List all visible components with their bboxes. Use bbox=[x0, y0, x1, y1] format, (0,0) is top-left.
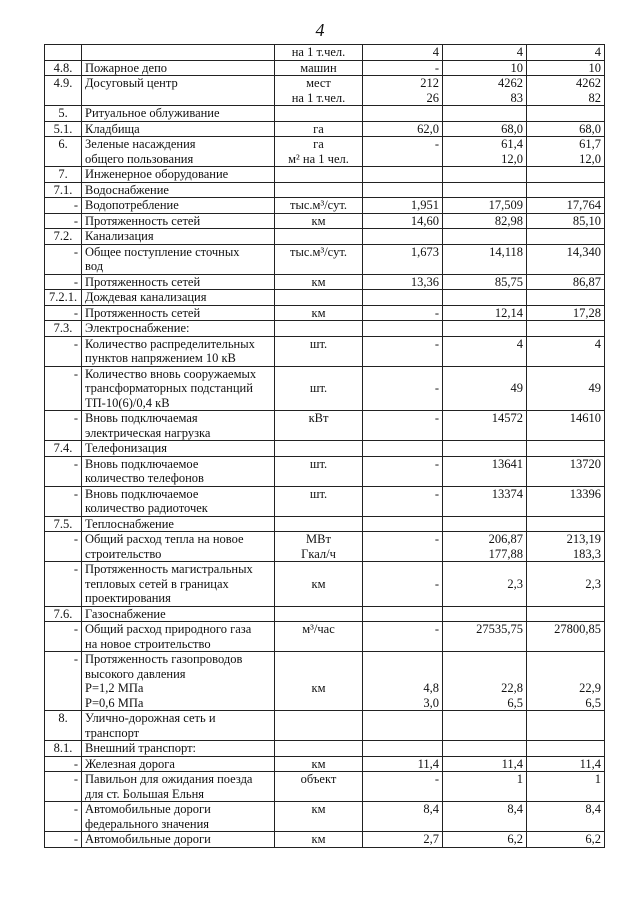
table-row bbox=[45, 321, 605, 337]
row-value-estimate bbox=[527, 711, 605, 741]
row-value-estimate: 17,28 bbox=[527, 305, 605, 321]
row-unit: машин bbox=[275, 60, 363, 76]
table-row bbox=[45, 106, 605, 122]
row-number: - bbox=[45, 772, 82, 802]
table-row bbox=[45, 290, 605, 306]
row-value-estimate bbox=[527, 321, 605, 337]
table-row bbox=[45, 366, 605, 411]
row-value-existing: 62,0 bbox=[363, 121, 443, 137]
row-unit: мест на 1 т.чел. bbox=[275, 76, 363, 106]
row-value-existing: - bbox=[363, 532, 443, 562]
table-body bbox=[45, 45, 605, 848]
row-value-existing: - bbox=[363, 456, 443, 486]
row-value-stage1: 82,98 bbox=[443, 213, 527, 229]
row-value-existing bbox=[363, 167, 443, 183]
row-number: 7. bbox=[45, 167, 82, 183]
row-name: Общее поступление сточных вод bbox=[82, 244, 275, 274]
row-value-stage1: 2,3 bbox=[443, 562, 527, 607]
row-value-existing: 13,36 bbox=[363, 274, 443, 290]
table-row bbox=[45, 182, 605, 198]
row-number: - bbox=[45, 802, 82, 832]
row-number: 7.2. bbox=[45, 229, 82, 245]
row-value-estimate: 68,0 bbox=[527, 121, 605, 137]
row-number: - bbox=[45, 366, 82, 411]
table-row bbox=[45, 76, 605, 106]
row-value-stage1 bbox=[443, 229, 527, 245]
row-name: Газоснабжение bbox=[82, 606, 275, 622]
row-value-stage1: 49 bbox=[443, 366, 527, 411]
row-value-stage1: 4 bbox=[443, 45, 527, 61]
table-row bbox=[45, 45, 605, 61]
row-unit: МВт Гкал/ч bbox=[275, 532, 363, 562]
row-number: 4.8. bbox=[45, 60, 82, 76]
row-value-existing: - bbox=[363, 486, 443, 516]
table-row bbox=[45, 60, 605, 76]
row-name: Вновь подключаемая электрическая нагрузка bbox=[82, 411, 275, 441]
row-unit bbox=[275, 321, 363, 337]
row-value-estimate bbox=[527, 229, 605, 245]
page-number: 4 bbox=[315, 20, 325, 40]
row-value-estimate: 4 bbox=[527, 336, 605, 366]
row-value-existing: 11,4 bbox=[363, 756, 443, 772]
row-unit: км bbox=[275, 562, 363, 607]
row-value-existing: 1,951 bbox=[363, 198, 443, 214]
row-value-estimate: 49 bbox=[527, 366, 605, 411]
row-value-estimate: 22,9 6,5 bbox=[527, 652, 605, 711]
table-row bbox=[45, 772, 605, 802]
row-value-existing: - bbox=[363, 411, 443, 441]
row-name: Инженерное оборудование bbox=[82, 167, 275, 183]
row-value-stage1 bbox=[443, 167, 527, 183]
row-value-estimate: 85,10 bbox=[527, 213, 605, 229]
table-row bbox=[45, 532, 605, 562]
row-value-estimate bbox=[527, 741, 605, 757]
row-number: - bbox=[45, 532, 82, 562]
table-row bbox=[45, 562, 605, 607]
row-value-existing: 2,7 bbox=[363, 832, 443, 848]
table-row bbox=[45, 606, 605, 622]
table-row bbox=[45, 516, 605, 532]
row-name: Автомобильные дороги федерального значения bbox=[82, 802, 275, 832]
row-number: 6. bbox=[45, 137, 82, 167]
row-name: Количество вновь сооружаемых трансформаторных подстанций ТП-10(6)/0,4 кВ bbox=[82, 366, 275, 411]
row-value-stage1: 85,75 bbox=[443, 274, 527, 290]
row-name: Канализация bbox=[82, 229, 275, 245]
row-name: Количество распределительных пунктов напряжением 10 кВ bbox=[82, 336, 275, 366]
row-value-existing: - bbox=[363, 305, 443, 321]
row-number: 5.1. bbox=[45, 121, 82, 137]
row-name: Теплоснабжение bbox=[82, 516, 275, 532]
row-value-stage1: 1 bbox=[443, 772, 527, 802]
row-value-estimate: 6,2 bbox=[527, 832, 605, 848]
row-name: Досуговый центр bbox=[82, 76, 275, 106]
row-name: Протяженность сетей bbox=[82, 274, 275, 290]
row-unit: км bbox=[275, 802, 363, 832]
row-name: Улично-дорожная сеть и транспорт bbox=[82, 711, 275, 741]
row-number: - bbox=[45, 213, 82, 229]
table-row bbox=[45, 756, 605, 772]
row-unit: км bbox=[275, 213, 363, 229]
row-name: Протяженность сетей bbox=[82, 305, 275, 321]
row-unit bbox=[275, 741, 363, 757]
row-name: Общий расход природного газа на новое строительство bbox=[82, 622, 275, 652]
row-value-estimate bbox=[527, 167, 605, 183]
row-unit bbox=[275, 290, 363, 306]
row-value-existing bbox=[363, 441, 443, 457]
table-row bbox=[45, 622, 605, 652]
row-value-existing: - bbox=[363, 622, 443, 652]
row-number: 7.4. bbox=[45, 441, 82, 457]
row-name: Протяженность магистральных тепловых сетей в границах проектирования bbox=[82, 562, 275, 607]
row-number: - bbox=[45, 562, 82, 607]
row-value-existing: - bbox=[363, 60, 443, 76]
row-value-estimate: 2,3 bbox=[527, 562, 605, 607]
row-number: - bbox=[45, 756, 82, 772]
row-unit: тыс.м³/сут. bbox=[275, 244, 363, 274]
row-value-estimate: 1 bbox=[527, 772, 605, 802]
row-value-estimate: 4262 82 bbox=[527, 76, 605, 106]
row-number: 7.6. bbox=[45, 606, 82, 622]
row-value-stage1 bbox=[443, 441, 527, 457]
row-value-stage1: 206,87 177,88 bbox=[443, 532, 527, 562]
row-unit: км bbox=[275, 652, 363, 711]
table-row bbox=[45, 198, 605, 214]
row-number: - bbox=[45, 456, 82, 486]
table-row bbox=[45, 741, 605, 757]
row-number: 7.1. bbox=[45, 182, 82, 198]
table-row bbox=[45, 802, 605, 832]
table-row bbox=[45, 411, 605, 441]
table-row bbox=[45, 486, 605, 516]
row-value-existing bbox=[363, 516, 443, 532]
table-row bbox=[45, 711, 605, 741]
row-value-existing: 8,4 bbox=[363, 802, 443, 832]
row-value-estimate bbox=[527, 606, 605, 622]
row-unit: м³/час bbox=[275, 622, 363, 652]
row-value-estimate bbox=[527, 290, 605, 306]
table-row bbox=[45, 441, 605, 457]
row-value-existing: - bbox=[363, 137, 443, 167]
row-name: Зеленые насаждения общего пользования bbox=[82, 137, 275, 167]
table-row bbox=[45, 456, 605, 486]
row-value-stage1: 61,4 12,0 bbox=[443, 137, 527, 167]
row-name: Водопотребление bbox=[82, 198, 275, 214]
row-unit bbox=[275, 711, 363, 741]
row-value-existing: 14,60 bbox=[363, 213, 443, 229]
table-row bbox=[45, 229, 605, 245]
table-row bbox=[45, 121, 605, 137]
row-name: Ритуальное облуживание bbox=[82, 106, 275, 122]
row-value-stage1: 17,509 bbox=[443, 198, 527, 214]
row-name: Дождевая канализация bbox=[82, 290, 275, 306]
row-value-estimate: 13720 bbox=[527, 456, 605, 486]
row-unit bbox=[275, 441, 363, 457]
row-value-stage1: 4 bbox=[443, 336, 527, 366]
row-name: Водоснабжение bbox=[82, 182, 275, 198]
row-number: 4.9. bbox=[45, 76, 82, 106]
row-number bbox=[45, 45, 82, 61]
row-number: 5. bbox=[45, 106, 82, 122]
row-number: - bbox=[45, 411, 82, 441]
row-unit: км bbox=[275, 832, 363, 848]
row-value-existing bbox=[363, 741, 443, 757]
row-number: 8.1. bbox=[45, 741, 82, 757]
row-number: - bbox=[45, 486, 82, 516]
row-value-stage1: 14572 bbox=[443, 411, 527, 441]
row-name: Электроснабжение: bbox=[82, 321, 275, 337]
row-unit: шт. bbox=[275, 366, 363, 411]
row-value-estimate bbox=[527, 516, 605, 532]
row-unit: объект bbox=[275, 772, 363, 802]
row-value-stage1: 27535,75 bbox=[443, 622, 527, 652]
row-value-estimate: 27800,85 bbox=[527, 622, 605, 652]
row-name: Кладбища bbox=[82, 121, 275, 137]
table-row bbox=[45, 213, 605, 229]
row-number: - bbox=[45, 336, 82, 366]
row-number: 8. bbox=[45, 711, 82, 741]
row-name: Телефонизация bbox=[82, 441, 275, 457]
row-number: 7.3. bbox=[45, 321, 82, 337]
table-row bbox=[45, 137, 605, 167]
row-unit bbox=[275, 167, 363, 183]
row-value-estimate: 10 bbox=[527, 60, 605, 76]
row-value-existing: 4,8 3,0 bbox=[363, 652, 443, 711]
row-value-existing: 212 26 bbox=[363, 76, 443, 106]
row-value-estimate: 11,4 bbox=[527, 756, 605, 772]
row-value-estimate: 14,340 bbox=[527, 244, 605, 274]
row-value-estimate: 17,764 bbox=[527, 198, 605, 214]
row-value-estimate: 14610 bbox=[527, 411, 605, 441]
row-value-stage1: 22,8 6,5 bbox=[443, 652, 527, 711]
row-unit: шт. bbox=[275, 336, 363, 366]
row-value-stage1: 13374 bbox=[443, 486, 527, 516]
row-value-stage1: 4262 83 bbox=[443, 76, 527, 106]
row-number: - bbox=[45, 274, 82, 290]
row-value-existing bbox=[363, 182, 443, 198]
row-number: - bbox=[45, 652, 82, 711]
row-value-estimate bbox=[527, 106, 605, 122]
row-value-existing: 1,673 bbox=[363, 244, 443, 274]
row-name: Внешний транспорт: bbox=[82, 741, 275, 757]
row-unit: тыс.м³/сут. bbox=[275, 198, 363, 214]
row-value-stage1 bbox=[443, 516, 527, 532]
row-value-existing: - bbox=[363, 772, 443, 802]
row-value-existing bbox=[363, 229, 443, 245]
row-value-estimate: 4 bbox=[527, 45, 605, 61]
row-value-estimate: 61,7 12,0 bbox=[527, 137, 605, 167]
row-value-stage1: 10 bbox=[443, 60, 527, 76]
table-row bbox=[45, 336, 605, 366]
row-unit: км bbox=[275, 274, 363, 290]
row-unit: км bbox=[275, 756, 363, 772]
row-value-estimate bbox=[527, 441, 605, 457]
row-unit: га м² на 1 чел. bbox=[275, 137, 363, 167]
row-name bbox=[82, 45, 275, 61]
table-row bbox=[45, 305, 605, 321]
row-unit bbox=[275, 229, 363, 245]
row-value-stage1 bbox=[443, 711, 527, 741]
row-value-existing: - bbox=[363, 366, 443, 411]
row-value-existing: 4 bbox=[363, 45, 443, 61]
row-value-existing bbox=[363, 606, 443, 622]
row-value-stage1 bbox=[443, 606, 527, 622]
row-number: - bbox=[45, 622, 82, 652]
row-unit: шт. bbox=[275, 486, 363, 516]
indicators-table bbox=[44, 44, 605, 848]
row-value-stage1: 68,0 bbox=[443, 121, 527, 137]
row-unit: га bbox=[275, 121, 363, 137]
row-number: - bbox=[45, 305, 82, 321]
table-row bbox=[45, 167, 605, 183]
row-name: Вновь подключаемое количество телефонов bbox=[82, 456, 275, 486]
table-row bbox=[45, 832, 605, 848]
row-value-stage1: 6,2 bbox=[443, 832, 527, 848]
row-unit: км bbox=[275, 305, 363, 321]
row-value-stage1: 11,4 bbox=[443, 756, 527, 772]
row-value-estimate: 213,19 183,3 bbox=[527, 532, 605, 562]
row-value-existing bbox=[363, 106, 443, 122]
row-unit bbox=[275, 106, 363, 122]
row-name: Протяженность газопроводов высокого давления Р=1,2 МПа Р=0,6 МПа bbox=[82, 652, 275, 711]
row-name: Павильон для ожидания поезда для ст. Большая Ельня bbox=[82, 772, 275, 802]
row-value-estimate: 13396 bbox=[527, 486, 605, 516]
row-name: Общий расход тепла на новое строительство bbox=[82, 532, 275, 562]
row-value-existing: - bbox=[363, 336, 443, 366]
row-number: 7.2.1. bbox=[45, 290, 82, 306]
row-unit: шт. bbox=[275, 456, 363, 486]
row-name: Железная дорога bbox=[82, 756, 275, 772]
row-value-stage1 bbox=[443, 182, 527, 198]
row-value-stage1 bbox=[443, 106, 527, 122]
row-value-stage1 bbox=[443, 321, 527, 337]
row-name: Протяженность сетей bbox=[82, 213, 275, 229]
row-value-stage1 bbox=[443, 741, 527, 757]
row-value-stage1: 12,14 bbox=[443, 305, 527, 321]
table-row bbox=[45, 244, 605, 274]
row-value-estimate bbox=[527, 182, 605, 198]
row-value-stage1: 13641 bbox=[443, 456, 527, 486]
row-value-estimate: 86,87 bbox=[527, 274, 605, 290]
row-value-existing bbox=[363, 711, 443, 741]
row-value-existing: - bbox=[363, 562, 443, 607]
row-unit bbox=[275, 606, 363, 622]
row-unit bbox=[275, 516, 363, 532]
row-number: - bbox=[45, 198, 82, 214]
row-value-stage1 bbox=[443, 290, 527, 306]
row-value-estimate: 8,4 bbox=[527, 802, 605, 832]
row-name: Вновь подключаемое количество радиоточек bbox=[82, 486, 275, 516]
row-value-existing bbox=[363, 321, 443, 337]
row-number: - bbox=[45, 832, 82, 848]
row-value-stage1: 14,118 bbox=[443, 244, 527, 274]
table-row bbox=[45, 652, 605, 711]
row-name: Автомобильные дороги bbox=[82, 832, 275, 848]
row-value-stage1: 8,4 bbox=[443, 802, 527, 832]
row-unit: кВт bbox=[275, 411, 363, 441]
row-name: Пожарное депо bbox=[82, 60, 275, 76]
table-row bbox=[45, 274, 605, 290]
row-value-existing bbox=[363, 290, 443, 306]
row-number: - bbox=[45, 244, 82, 274]
row-number: 7.5. bbox=[45, 516, 82, 532]
row-unit bbox=[275, 182, 363, 198]
row-unit: на 1 т.чел. bbox=[275, 45, 363, 61]
